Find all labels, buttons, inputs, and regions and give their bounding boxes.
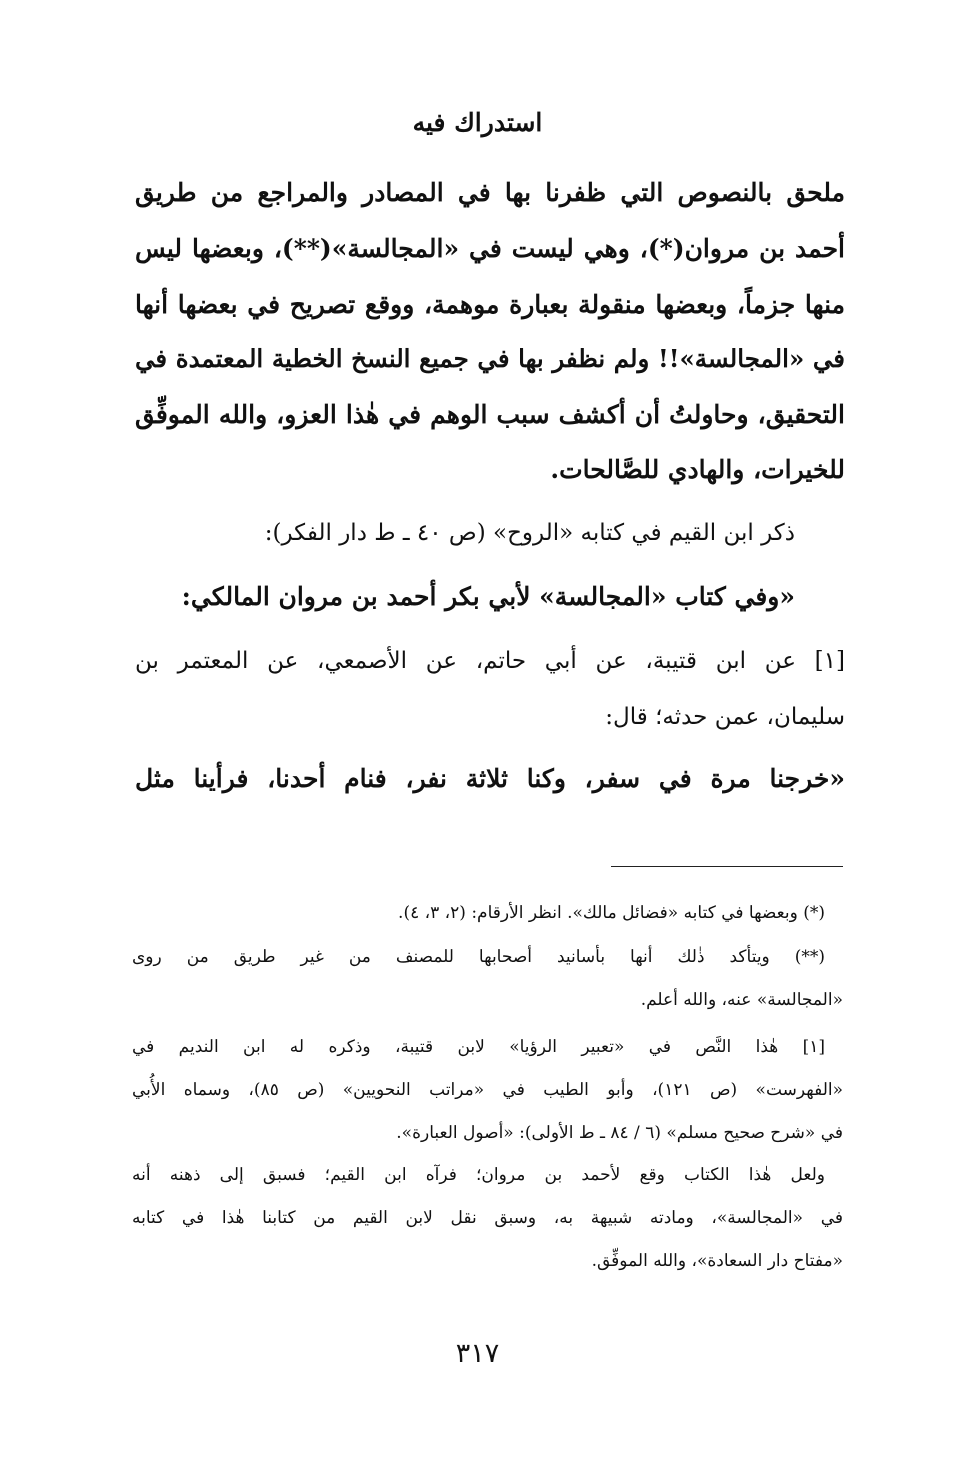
- footnote-4-line-2: في «المجالسة»، ومادته شبيهة به، وسبق نقل لابن القيم من كتابنا هٰذا في كتابه: [132, 1208, 843, 1228]
- footnote-3-line-2: «الفهرست» (ص ١٢١)، وأبو الطيب في «مراتب النحويين» (ص ٨٥)، وسماه الأُبي: [132, 1080, 843, 1100]
- narration-start: «خرجنا مرة في سفر، وكنا ثلاثة نفر، فنام أحدنا، فرأينا مثل: [135, 764, 845, 793]
- intro-line-1: ملحق بالنصوص التي ظفرنا بها في المصادر والمراجع من طريق: [135, 178, 845, 207]
- footnote-2-line-1: (**) ويتأكد ذٰلك أنها بأسانيد أصحابها للمصنف من غير طريق من روى: [132, 947, 825, 967]
- footnote-1: (*) وبعضها في كتابه «فضائل مالك». انظر الأرقام: (٢، ٣، ٤).: [398, 903, 825, 923]
- footnote-4-line-3: «مفتاح دار السعادة»، والله الموفِّق.: [591, 1251, 843, 1271]
- footnote-2-line-2: «المجالسة» عنه، والله أعلم.: [640, 990, 843, 1010]
- intro-line-2: أحمد بن مروان(*)، وهي ليست في «المجالسة»(**)، وبعضها ليس: [135, 234, 845, 263]
- intro-line-4: في «المجالسة»!! ولم نظفر بها في جميع النسخ الخطية المعتمدة في: [135, 344, 845, 373]
- footnote-separator: [611, 866, 843, 867]
- section-title: استدراك فيه: [412, 108, 543, 137]
- intro-line-6: للخيرات، والهادي للصَّالحات.: [550, 455, 845, 484]
- isnad-line-2: سليمان، عمن حدثه؛ قال:: [605, 704, 845, 730]
- page-number: ٣١٧: [455, 1338, 500, 1369]
- footnote-4-line-1: ولعل هٰذا الكتاب وقع لأحمد بن مروان؛ فرآه ابن القيم؛ فسبق إلى ذهنه أنه: [132, 1165, 825, 1185]
- isnad-line-1: [١] عن ابن قتيبة، عن أبي حاتم، عن الأصمعي، عن المعتمر بن: [135, 648, 845, 674]
- footnote-3-line-1: [١] هٰذا النَّص في «تعبير الرؤيا» لابن قتيبة، وذكره له ابن النديم في: [132, 1037, 825, 1057]
- intro-line-5: التحقيق، وحاولتُ أن أكشف سبب الوهم في هٰذا العزو، والله الموفِّق: [135, 400, 845, 429]
- footnote-3-line-3: في «شرح صحيح مسلم» (٦ / ٨٤ ـ ط الأولى): «أصول العبارة».: [396, 1123, 843, 1143]
- ibn-qayyim-citation: ذكر ابن القيم في كتابه «الروح» (ص ٤٠ ـ ط دار الفكر):: [264, 520, 795, 546]
- quote-intro: «وفي كتاب «المجالسة» لأبي بكر أحمد بن مروان المالكي:: [181, 582, 795, 611]
- intro-line-3: منها جزماً، وبعضها منقولة بعبارة موهمة، ووقع تصريح في بعضها أنها: [135, 290, 845, 319]
